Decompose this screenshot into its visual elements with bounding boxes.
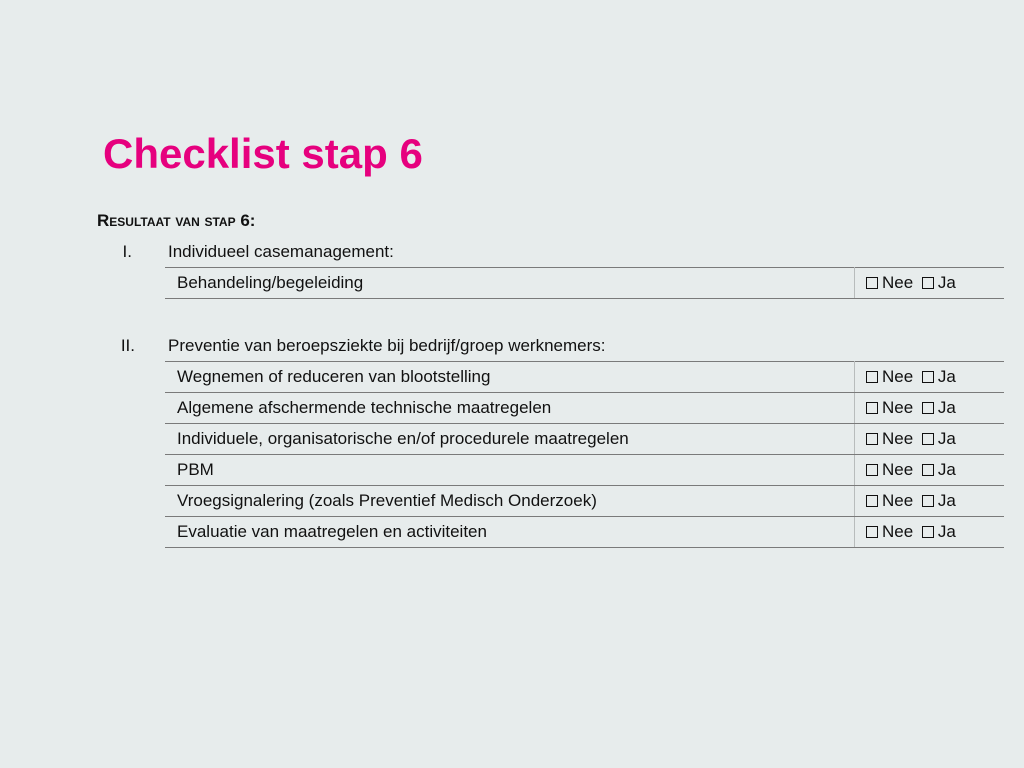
row-options [855, 393, 1005, 424]
checklist-table [165, 361, 1004, 548]
section-numeral: II. [120, 336, 135, 355]
table-row [165, 455, 1004, 486]
option-label-nee: Nee [882, 522, 914, 541]
page-title: Checklist stap 6 [103, 130, 423, 177]
checkbox-ja[interactable] [922, 402, 934, 414]
option-label-ja: Ja [937, 429, 956, 448]
row-options [855, 455, 1005, 486]
checkbox-ja[interactable] [922, 433, 934, 445]
section-numeral: I. [122, 242, 132, 261]
row-options [855, 268, 1005, 299]
checkbox-ja[interactable] [922, 526, 934, 538]
option-label-nee: Nee [882, 398, 914, 417]
option-label-ja: Ja [937, 273, 956, 292]
option-label-nee: Nee [882, 367, 914, 386]
checkbox-ja[interactable] [922, 277, 934, 289]
section-title: Preventie van beroepsziekte bij bedrijf/groep werknemers: [168, 336, 606, 355]
section-header [0, 238, 1024, 266]
section-preventie [0, 332, 1024, 541]
option-label-nee: Nee [882, 491, 914, 510]
option-label-ja: Ja [937, 460, 956, 479]
row-label: Vroegsignalering (zoals Preventief Medisch Onderzoek) [165, 486, 855, 517]
checkbox-nee[interactable] [866, 495, 878, 507]
table-row [165, 268, 1004, 299]
checkbox-nee[interactable] [866, 433, 878, 445]
checkbox-nee[interactable] [866, 277, 878, 289]
row-label: Behandeling/begeleiding [165, 268, 855, 299]
option-label-nee: Nee [882, 429, 914, 448]
option-label-nee: Nee [882, 273, 914, 292]
checkbox-ja[interactable] [922, 464, 934, 476]
option-label-ja: Ja [937, 398, 956, 417]
checklist-table [165, 267, 1004, 299]
row-options [855, 517, 1005, 548]
row-label: Algemene afschermende technische maatregelen [165, 393, 855, 424]
checkbox-ja[interactable] [922, 495, 934, 507]
row-label: Wegnemen of reduceren van blootstelling [165, 362, 855, 393]
row-label: Individuele, organisatorische en/of procedurele maatregelen [165, 424, 855, 455]
checkbox-nee[interactable] [866, 464, 878, 476]
checkbox-nee[interactable] [866, 371, 878, 383]
checkbox-nee[interactable] [866, 526, 878, 538]
option-label-nee: Nee [882, 460, 914, 479]
row-label: Evaluatie van maatregelen en activiteiten [165, 517, 855, 548]
checkbox-nee[interactable] [866, 402, 878, 414]
table-row [165, 393, 1004, 424]
section-title: Individueel casemanagement: [168, 242, 394, 261]
table-row [165, 424, 1004, 455]
row-options [855, 486, 1005, 517]
option-label-ja: Ja [937, 522, 956, 541]
table-row [165, 517, 1004, 548]
row-options [855, 362, 1005, 393]
section-subheading: Resultaat van stap 6: [97, 211, 256, 230]
option-label-ja: Ja [937, 491, 956, 510]
option-label-ja: Ja [937, 367, 956, 386]
table-row [165, 362, 1004, 393]
row-options [855, 424, 1005, 455]
table-row [165, 486, 1004, 517]
checkbox-ja[interactable] [922, 371, 934, 383]
section-individual-casemanagement [0, 238, 1024, 292]
row-label: PBM [165, 455, 855, 486]
section-header [0, 332, 1024, 360]
